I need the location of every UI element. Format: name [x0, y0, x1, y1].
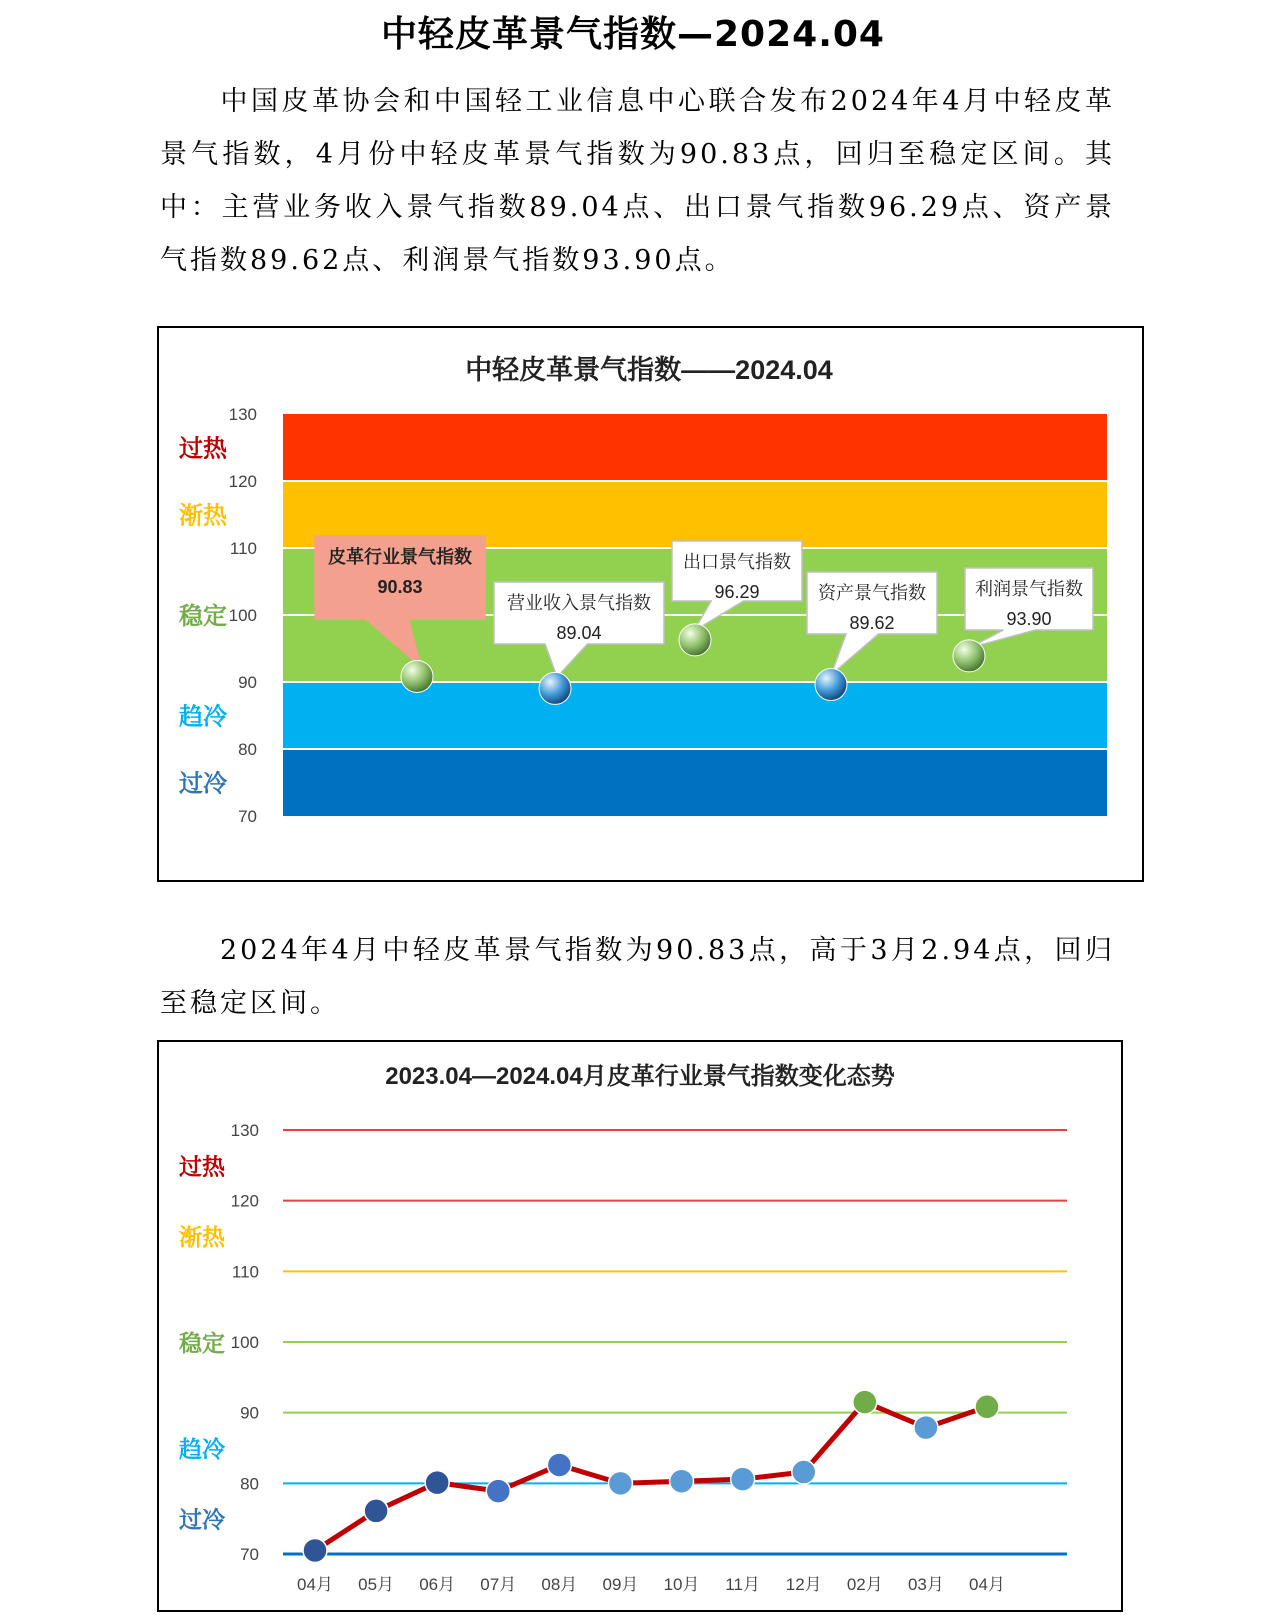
callout-value: 96.29 — [714, 582, 760, 602]
zone-band-4 — [283, 414, 1107, 481]
y-tick-label: 110 — [229, 539, 257, 558]
zone-label-1: 渐热 — [179, 1224, 225, 1250]
paragraph-monthly — [160, 924, 1115, 1030]
series-point — [547, 1453, 571, 1477]
y-tick-label: 120 — [228, 472, 257, 491]
zone-band-0 — [283, 749, 1107, 816]
y-tick-label: 70 — [240, 1545, 259, 1564]
paragraph-summary — [160, 75, 1115, 287]
data-point-marker — [539, 672, 571, 704]
zone-label-4: 过冷 — [179, 1506, 225, 1533]
data-point-marker — [679, 624, 711, 656]
chart2-title: 2023.04—2024.04月皮革行业景气指数变化态势 — [385, 1063, 895, 1090]
x-tick-label: 07月 — [480, 1575, 517, 1594]
y-tick-label: 90 — [238, 673, 257, 692]
x-tick-label: 11月 — [725, 1575, 760, 1594]
callout-name: 营业收入景气指数 — [507, 593, 651, 613]
x-tick-label: 05月 — [358, 1575, 395, 1594]
x-tick-label: 04月 — [297, 1575, 333, 1594]
trend-chart — [157, 1040, 1123, 1612]
data-point-marker — [401, 660, 433, 692]
y-tick-label: 100 — [230, 1333, 259, 1352]
series-point — [914, 1416, 938, 1440]
y-tick-label: 90 — [240, 1403, 259, 1423]
x-tick-label: 10月 — [663, 1575, 700, 1594]
x-tick-label: 12月 — [785, 1575, 822, 1594]
series-point — [364, 1499, 388, 1523]
paragraph-monthly-text: 2024年4月中轻皮革景气指数为90.83点，高于3月2.94点，回归至稳定区间。 — [160, 935, 1115, 1019]
data-point-marker — [815, 669, 847, 701]
callout-value: 89.62 — [849, 613, 895, 633]
trend-chart-svg — [159, 1042, 1121, 1610]
callout-name: 出口景气指数 — [683, 552, 791, 572]
callout-name: 皮革行业景气指数 — [328, 547, 472, 567]
zone-label-2: 稳定 — [179, 1330, 225, 1356]
zone-label-1: 趋冷 — [179, 703, 227, 731]
series-point — [670, 1469, 694, 1493]
y-tick-label: 80 — [240, 1474, 259, 1494]
series-point — [792, 1460, 816, 1484]
zone-label-0: 过热 — [179, 1153, 225, 1180]
zone-band-1 — [283, 682, 1107, 749]
document-title: 中轻皮革景气指数—2024.04 — [381, 14, 885, 55]
x-tick-label: 03月 — [907, 1575, 944, 1594]
series-point — [608, 1471, 632, 1495]
zone-label-2: 稳定 — [179, 603, 227, 630]
series-point — [853, 1390, 877, 1414]
callout-name: 资产景气指数 — [818, 583, 926, 603]
zone-label-3: 趋冷 — [179, 1436, 225, 1462]
y-tick-label: 70 — [238, 807, 257, 826]
y-tick-label: 110 — [231, 1262, 259, 1282]
index-snapshot-chart — [157, 326, 1144, 882]
series-point — [731, 1467, 755, 1491]
data-point-marker — [953, 640, 985, 672]
callout-value: 93.90 — [1006, 609, 1052, 629]
callout-value: 89.04 — [556, 623, 602, 643]
y-tick-label: 100 — [228, 606, 257, 625]
zone-label-4: 过热 — [179, 435, 227, 463]
series-line — [315, 1402, 987, 1550]
y-tick-label: 130 — [228, 405, 257, 424]
index-snapshot-svg — [159, 328, 1142, 880]
x-tick-label: 09月 — [602, 1575, 639, 1594]
series-point — [975, 1395, 999, 1419]
zone-label-0: 过冷 — [179, 770, 227, 798]
x-tick-label: 06月 — [419, 1575, 456, 1594]
y-tick-label: 130 — [230, 1121, 259, 1140]
zone-label-3: 渐热 — [179, 502, 227, 530]
callout-value: 90.83 — [377, 577, 423, 597]
callout-name: 利润景气指数 — [975, 579, 1083, 599]
paragraph-summary-text: 中国皮革协会和中国轻工业信息中心联合发布2024年4月中轻皮革景气指数，4月份中轻皮革景气指数为90.83点，回归至稳定区间。其中：主营业务收入景气指数89.04点、出口景气指数96.29点、资产景气指数89.62点、利润景气指数93.90点。 — [160, 86, 1115, 276]
series-point — [425, 1471, 449, 1495]
chart1-title: 中轻皮革景气指数——2024.04 — [465, 355, 833, 385]
y-tick-label: 80 — [238, 740, 257, 759]
x-tick-label: 08月 — [541, 1575, 578, 1594]
x-tick-label: 04月 — [969, 1575, 1005, 1594]
x-tick-label: 02月 — [846, 1575, 883, 1594]
series-point — [486, 1479, 510, 1503]
y-tick-label: 120 — [230, 1191, 259, 1211]
series-point — [303, 1538, 327, 1562]
